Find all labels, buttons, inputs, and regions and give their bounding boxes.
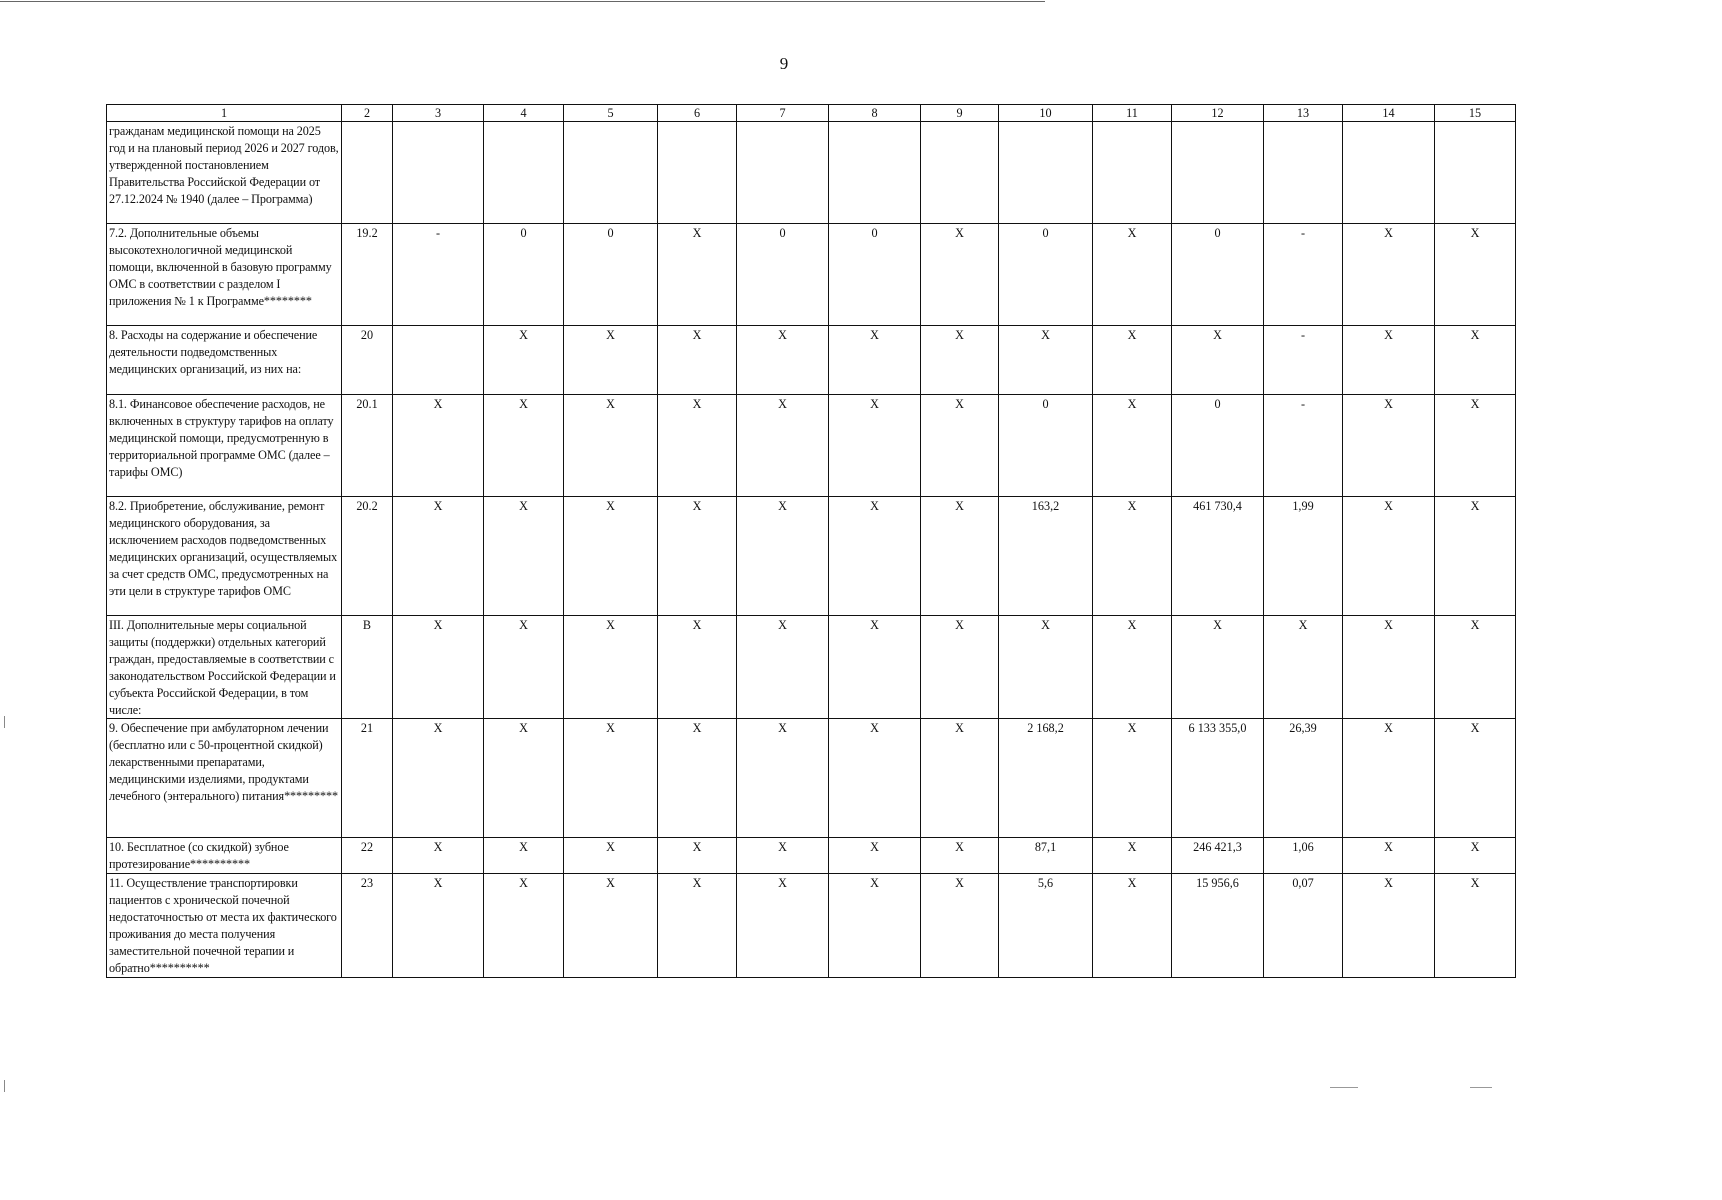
table-cell-col-12: 0 — [1172, 224, 1264, 326]
row-label-cell: 10. Бесплатное (со скидкой) зубное протезирование********** — [107, 838, 342, 874]
table-cell-col-11: X — [1093, 224, 1172, 326]
table-row — [107, 838, 1516, 874]
table-cell-col-15: X — [1435, 224, 1516, 326]
table-cell-col-13 — [1264, 122, 1343, 224]
table-cell-col-13: 1,06 — [1264, 838, 1343, 874]
row-label-cell: 7.2. Дополнительные объемы высокотехнологичной медицинской помощи, включенной в базовую программу ОМС в соответствии с разделом I приложения № 1 к Программе******** — [107, 224, 342, 326]
table-cell-col-10: 163,2 — [999, 497, 1093, 616]
table-cell-col-4: X — [484, 326, 564, 395]
row-label-cell: гражданам медицинской помощи на 2025 год и на плановый период 2026 и 2027 годов, утвержденной постановлением Правительства Российской Федерации от 27.12.2024 № 1940 (далее – Программа) — [107, 122, 342, 224]
table-cell-col-12 — [1172, 122, 1264, 224]
table-row — [107, 122, 1516, 224]
table-cell-col-8: X — [829, 616, 921, 719]
column-number-10: 10 — [999, 105, 1093, 122]
table-cell-col-10: X — [999, 326, 1093, 395]
row-label-cell: III. Дополнительные меры социальной защиты (поддержки) отдельных категорий граждан, предоставляемые в соответствии с законодательством Российской Федерации и субъекта Российской Федерации, в том числе: — [107, 616, 342, 719]
scan-mark — [1470, 1087, 1492, 1088]
column-number-4: 4 — [484, 105, 564, 122]
table-cell-col-3: X — [393, 874, 484, 977]
table-cell-col-3: X — [393, 719, 484, 838]
table-cell-col-7 — [737, 122, 829, 224]
table-cell-col-14: X — [1343, 395, 1435, 497]
table-cell-col-9: X — [921, 326, 999, 395]
column-number-11: 11 — [1093, 105, 1172, 122]
table-cell-col-3: X — [393, 395, 484, 497]
table-cell-col-6: X — [658, 395, 737, 497]
table-cell-col-15: X — [1435, 497, 1516, 616]
table-row — [107, 497, 1516, 616]
table-cell-col-14: X — [1343, 874, 1435, 977]
table-cell-col-5: X — [564, 395, 658, 497]
table-cell-col-13: 1,99 — [1264, 497, 1343, 616]
table-cell-col-2: 20.1 — [342, 395, 393, 497]
table-row — [107, 224, 1516, 326]
table-cell-col-15: X — [1435, 395, 1516, 497]
table-cell-col-13: 0,07 — [1264, 874, 1343, 977]
table-cell-col-4: X — [484, 719, 564, 838]
table-cell-col-14: X — [1343, 616, 1435, 719]
table-cell-col-14: X — [1343, 224, 1435, 326]
table-cell-col-7: X — [737, 616, 829, 719]
table-cell-col-6: X — [658, 497, 737, 616]
table-cell-col-6: X — [658, 874, 737, 977]
table-cell-col-13: - — [1264, 326, 1343, 395]
column-number-13: 13 — [1264, 105, 1343, 122]
table-cell-col-5: X — [564, 616, 658, 719]
table-cell-col-7: X — [737, 838, 829, 874]
table-cell-col-14: X — [1343, 719, 1435, 838]
table-cell-col-12: 0 — [1172, 395, 1264, 497]
table-cell-col-6: X — [658, 224, 737, 326]
table-cell-col-8: X — [829, 719, 921, 838]
table-cell-col-5: X — [564, 497, 658, 616]
table-cell-col-13: - — [1264, 395, 1343, 497]
row-label-cell: 11. Осуществление транспортировки пациентов с хронической почечной недостаточностью от места их фактического проживания до места получения заместительной почечной терапии и обратно********** — [107, 874, 342, 977]
column-number-14: 14 — [1343, 105, 1435, 122]
table-cell-col-5: X — [564, 838, 658, 874]
table-cell-col-9: X — [921, 719, 999, 838]
table-cell-col-9: X — [921, 224, 999, 326]
table-cell-col-3: X — [393, 616, 484, 719]
scan-mark — [4, 716, 5, 728]
column-number-5: 5 — [564, 105, 658, 122]
table-cell-col-4: X — [484, 616, 564, 719]
table-cell-col-6: X — [658, 719, 737, 838]
table-cell-col-7: X — [737, 326, 829, 395]
table-cell-col-8: X — [829, 326, 921, 395]
table-cell-col-14 — [1343, 122, 1435, 224]
table-cell-col-6: X — [658, 326, 737, 395]
table-cell-col-15: X — [1435, 838, 1516, 874]
table-cell-col-8: X — [829, 395, 921, 497]
page-number: 9 — [779, 54, 789, 73]
data-table — [106, 104, 1516, 978]
row-label-cell: 8. Расходы на содержание и обеспечение деятельности подведомственных медицинских организаций, из них на: — [107, 326, 342, 395]
table-cell-col-10: X — [999, 616, 1093, 719]
row-label-cell: 8.1. Финансовое обеспечение расходов, не включенных в структуру тарифов на оплату медицинской помощи, предусмотренную в территориальной программе ОМС (далее – тарифы ОМС) — [107, 395, 342, 497]
table-cell-col-5 — [564, 122, 658, 224]
table-cell-col-11: X — [1093, 838, 1172, 874]
table-cell-col-11: X — [1093, 326, 1172, 395]
table-cell-col-12: 15 956,6 — [1172, 874, 1264, 977]
table-cell-col-3 — [393, 122, 484, 224]
table-cell-col-6: X — [658, 616, 737, 719]
table-cell-col-4: X — [484, 395, 564, 497]
table-cell-col-13: - — [1264, 224, 1343, 326]
table-row — [107, 874, 1516, 977]
table-cell-col-2: 19.2 — [342, 224, 393, 326]
table-cell-col-10: 0 — [999, 224, 1093, 326]
table-cell-col-11: X — [1093, 874, 1172, 977]
table-cell-col-12: 246 421,3 — [1172, 838, 1264, 874]
table-cell-col-10: 2 168,2 — [999, 719, 1093, 838]
table-cell-col-14: X — [1343, 497, 1435, 616]
table-cell-col-8 — [829, 122, 921, 224]
table-cell-col-14: X — [1343, 838, 1435, 874]
table-cell-col-11 — [1093, 122, 1172, 224]
column-number-2: 2 — [342, 105, 393, 122]
table-cell-col-5: X — [564, 326, 658, 395]
table-cell-col-7: 0 — [737, 224, 829, 326]
table-cell-col-12: X — [1172, 616, 1264, 719]
table-cell-col-15: X — [1435, 326, 1516, 395]
table-cell-col-9: X — [921, 616, 999, 719]
table-cell-col-5: 0 — [564, 224, 658, 326]
table-cell-col-12: 461 730,4 — [1172, 497, 1264, 616]
table-cell-col-4: X — [484, 874, 564, 977]
table-cell-col-3 — [393, 326, 484, 395]
table-cell-col-14: X — [1343, 326, 1435, 395]
table-cell-col-4 — [484, 122, 564, 224]
table-cell-col-6 — [658, 122, 737, 224]
column-number-row — [107, 105, 1516, 122]
table-cell-col-9: X — [921, 874, 999, 977]
table-cell-col-7: X — [737, 497, 829, 616]
table-cell-col-13: 26,39 — [1264, 719, 1343, 838]
table-cell-col-8: X — [829, 838, 921, 874]
table-cell-col-11: X — [1093, 719, 1172, 838]
table-cell-col-9: X — [921, 838, 999, 874]
column-number-9: 9 — [921, 105, 999, 122]
table-cell-col-10 — [999, 122, 1093, 224]
table-cell-col-4: X — [484, 838, 564, 874]
column-number-1: 1 — [107, 105, 342, 122]
table-cell-col-9: X — [921, 497, 999, 616]
table-cell-col-5: X — [564, 719, 658, 838]
column-number-6: 6 — [658, 105, 737, 122]
table-row — [107, 616, 1516, 719]
table-cell-col-2: 23 — [342, 874, 393, 977]
scan-mark — [1330, 1087, 1358, 1088]
column-number-8: 8 — [829, 105, 921, 122]
table-cell-col-2: 20 — [342, 326, 393, 395]
table-row — [107, 326, 1516, 395]
table-cell-col-15 — [1435, 122, 1516, 224]
table-cell-col-13: X — [1264, 616, 1343, 719]
table-cell-col-11: X — [1093, 395, 1172, 497]
table-cell-col-2 — [342, 122, 393, 224]
table-cell-col-7: X — [737, 719, 829, 838]
column-number-7: 7 — [737, 105, 829, 122]
table-cell-col-15: X — [1435, 719, 1516, 838]
table-cell-col-8: X — [829, 497, 921, 616]
row-label-cell: 8.2. Приобретение, обслуживание, ремонт медицинского оборудования, за исключением расходов подведомственных медицинских организаций, осуществляемых за счет средств ОМС, предусмотренных на эти цели в структуре тарифов ОМС — [107, 497, 342, 616]
table-cell-col-15: X — [1435, 616, 1516, 719]
table-cell-col-3: X — [393, 838, 484, 874]
table-cell-col-8: 0 — [829, 224, 921, 326]
table-cell-col-10: 0 — [999, 395, 1093, 497]
row-label-cell: 9. Обеспечение при амбулаторном лечении (бесплатно или с 50-процентной скидкой) лекарственными препаратами, медицинскими изделиями, продуктами лечебного (энтерального) питания********* — [107, 719, 342, 838]
table-cell-col-12: 6 133 355,0 — [1172, 719, 1264, 838]
table-cell-col-11: X — [1093, 497, 1172, 616]
table-row — [107, 395, 1516, 497]
table-cell-col-7: X — [737, 395, 829, 497]
table-cell-col-9: X — [921, 395, 999, 497]
table-cell-col-8: X — [829, 874, 921, 977]
table-cell-col-12: X — [1172, 326, 1264, 395]
table-cell-col-5: X — [564, 874, 658, 977]
table-cell-col-10: 5,6 — [999, 874, 1093, 977]
table-cell-col-4: 0 — [484, 224, 564, 326]
table-cell-col-15: X — [1435, 874, 1516, 977]
table-cell-col-2: 22 — [342, 838, 393, 874]
top-border-line — [0, 1, 1045, 2]
table-cell-col-2: 20.2 — [342, 497, 393, 616]
table-cell-col-10: 87,1 — [999, 838, 1093, 874]
table-cell-col-9 — [921, 122, 999, 224]
table-cell-col-6: X — [658, 838, 737, 874]
table-cell-col-11: X — [1093, 616, 1172, 719]
table-cell-col-2: 21 — [342, 719, 393, 838]
table-cell-col-3: X — [393, 497, 484, 616]
scan-mark — [4, 1080, 5, 1092]
table-row — [107, 719, 1516, 838]
table-cell-col-3: - — [393, 224, 484, 326]
column-number-15: 15 — [1435, 105, 1516, 122]
column-number-12: 12 — [1172, 105, 1264, 122]
table-cell-col-7: X — [737, 874, 829, 977]
column-number-3: 3 — [393, 105, 484, 122]
table-cell-col-4: X — [484, 497, 564, 616]
table-cell-col-2: В — [342, 616, 393, 719]
